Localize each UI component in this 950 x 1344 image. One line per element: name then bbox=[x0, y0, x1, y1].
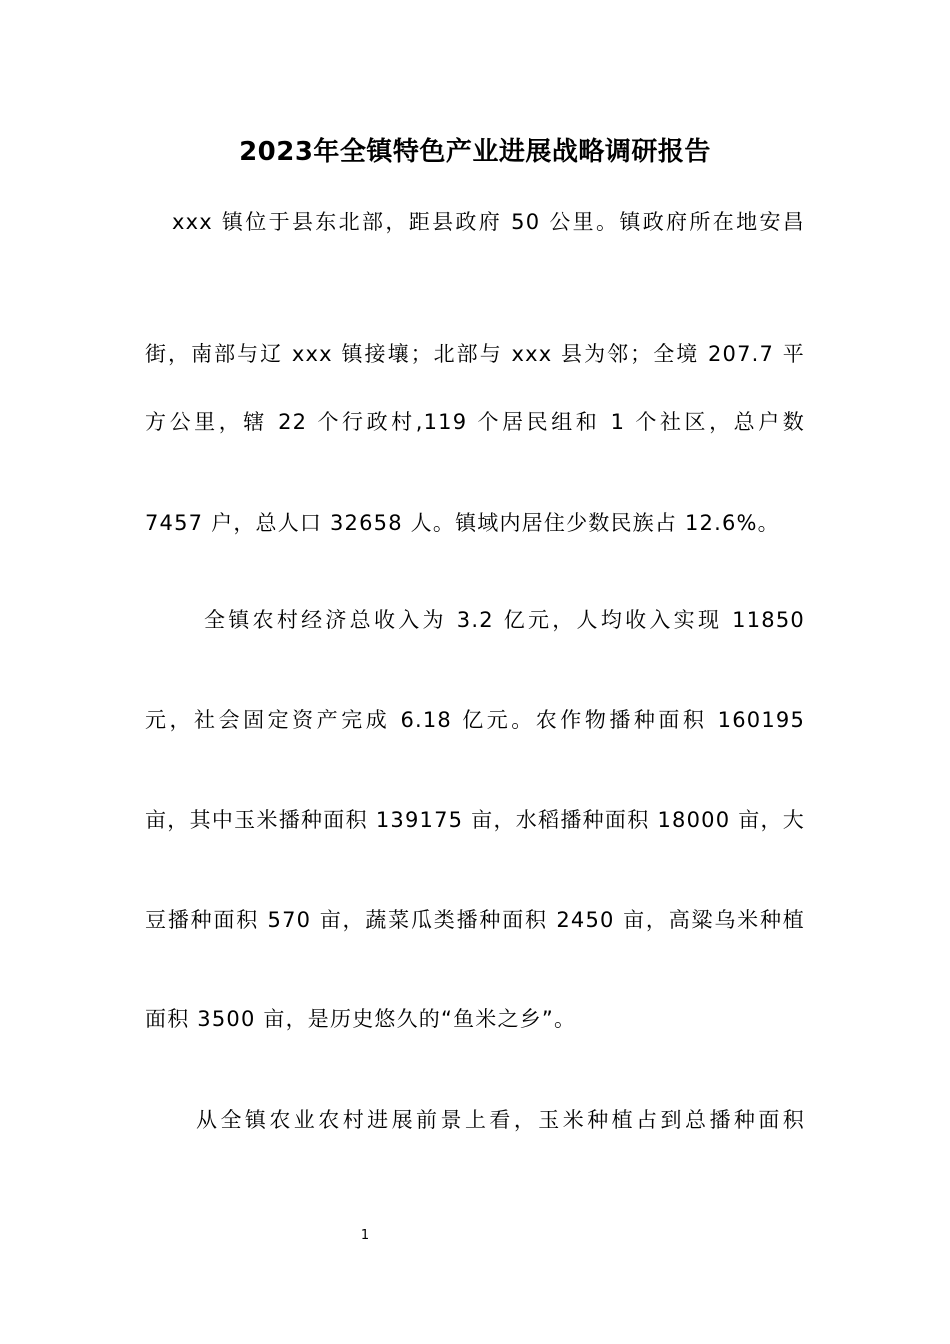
paragraph-1-line-1: xxx 镇位于县东北部，距县政府 50 公里。镇政府所在地安昌 bbox=[172, 210, 805, 234]
page-number: 1 bbox=[360, 1228, 370, 1243]
document-title: 2023年全镇特色产业进展战略调研报告 bbox=[239, 137, 711, 167]
paragraph-2-line-3: 亩，其中玉米播种面积 139175 亩，水稻播种面积 18000 亩，大 bbox=[145, 808, 805, 832]
paragraph-2-line-5: 面积 3500 亩，是历史悠久的“鱼米之乡”。 bbox=[145, 1007, 577, 1031]
paragraph-3-line-1: 从全镇农业农村进展前景上看，玉米种植占到总播种面积 bbox=[196, 1108, 805, 1132]
paragraph-2-line-4: 豆播种面积 570 亩，蔬菜瓜类播种面积 2450 亩，高粱乌米种植 bbox=[145, 908, 805, 932]
paragraph-2-line-1: 全镇农村经济总收入为 3.2 亿元，人均收入实现 11850 bbox=[204, 608, 805, 632]
paragraph-2-line-2: 元，社会固定资产完成 6.18 亿元。农作物播种面积 160195 bbox=[145, 708, 805, 732]
paragraph-1-line-2: 街，南部与辽 xxx 镇接壤；北部与 xxx 县为邻；全境 207.7 平 bbox=[145, 342, 805, 366]
paragraph-1-line-3: 方公里，辖 22 个行政村,119 个居民组和 1 个社区，总户数 bbox=[145, 410, 805, 434]
paragraph-1-line-4: 7457 户，总人口 32658 人。镇域内居住少数民族占 12.6%。 bbox=[145, 511, 780, 535]
